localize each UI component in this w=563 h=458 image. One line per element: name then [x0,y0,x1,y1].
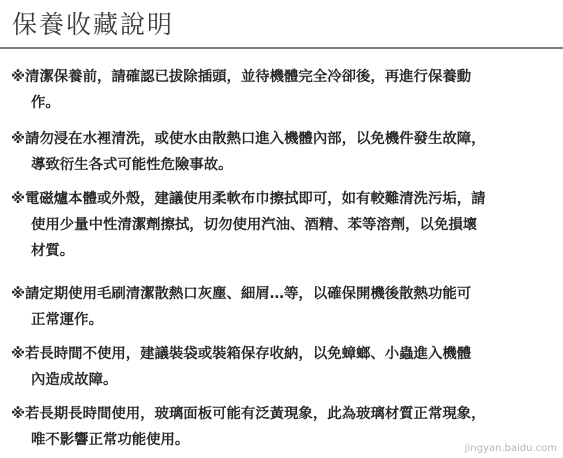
list-item-text: 正常運作。 [31,312,103,328]
list-item-text: 清潔保養前，請確認已拔除插頭，並待機體完全冷卻後，再進行保養動 [25,69,472,85]
list-item-text: 若長期長時間使用，玻璃面板可能有泛黃現象，此為玻璃材質正常現象， [25,406,486,422]
list-item [11,186,557,264]
watermark: jingyan.baidu.com [464,443,557,454]
list-item-text: 請勿浸在水裡清洗，或使水由散熱口進入機體內部，以免機件發生故障， [25,131,486,147]
note-mark: ※ [11,406,25,422]
title-divider [0,47,563,49]
list-item-text: 材質。 [31,243,75,259]
list-item-text: 請定期使用毛刷清潔散熱口灰塵、細屑…等，以確保開機後散熱功能可 [25,286,472,302]
list-item-text: 使用少量中性清潔劑擦拭，切勿使用汽油、酒精、苯等溶劑，以免損壞 [31,217,478,233]
note-mark: ※ [11,286,25,302]
note-mark: ※ [11,69,25,85]
list-item-text: 作。 [31,95,60,111]
list-item-text: 導致衍生各式可能性危險事故。 [31,157,233,173]
list-item-text: 若長時間不使用，建議裝袋或裝箱保存收納，以免蟑螂、小蟲進入機體 [25,346,472,362]
list-item [11,281,557,333]
note-mark: ※ [11,131,25,147]
list-item-text: 電磁爐本體或外殼，建議使用柔軟布巾擦拭即可，如有較難清洗污垢，請 [25,191,486,207]
list-item-text: 唯不影響正常功能使用。 [31,432,190,448]
list-item [11,341,557,393]
list-item-text: 內造成故障。 [31,372,118,388]
page-title: 保養收藏說明 [12,10,175,39]
note-mark: ※ [11,191,25,207]
list-item [11,126,557,178]
note-mark: ※ [11,346,25,362]
list-item [11,64,557,116]
